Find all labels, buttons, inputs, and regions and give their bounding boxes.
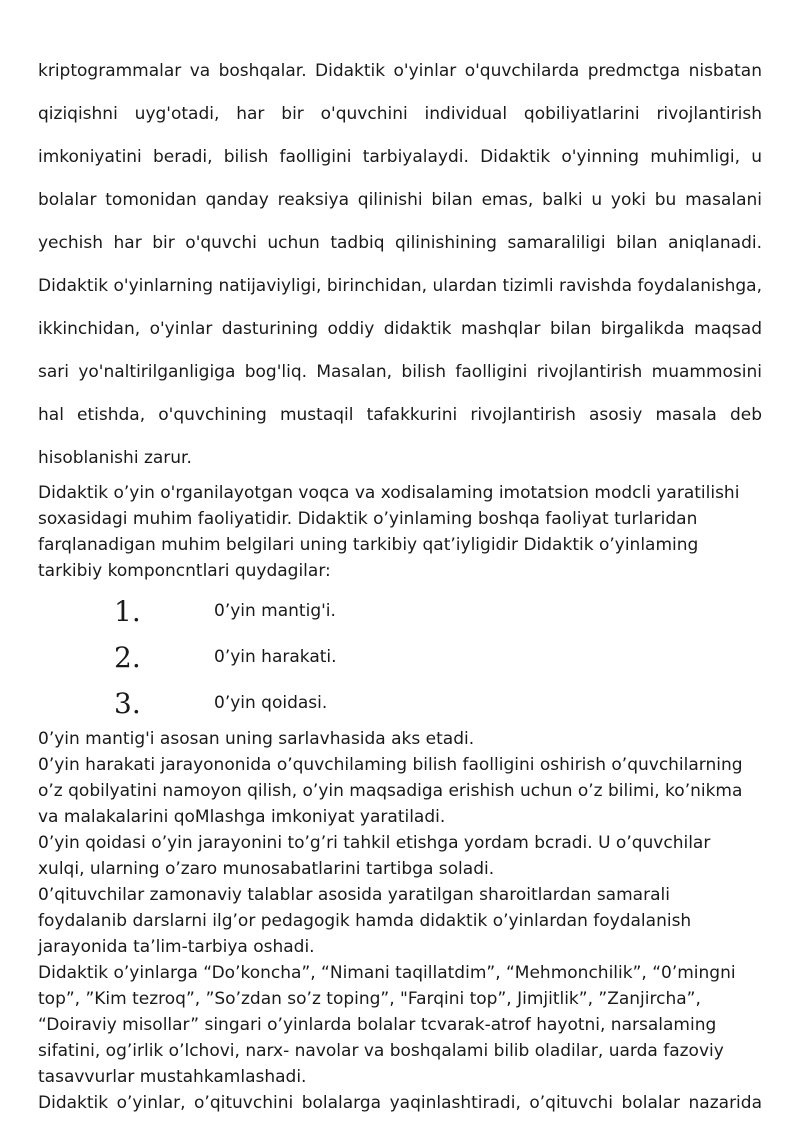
list-item (38, 588, 762, 634)
document-page (38, 50, 762, 1116)
paragraph-didactic-games-intro: kriptogrammalar va boshqalar. Didaktik o'yinlar o'quvchilarda predmctga nisbatan qiziqishni uyg'otadi, har bir o'quvchini individual qobiliyatlarini rivojlantirish imkoniyatini beradi, bilish faolligini tarbiyalaydi. Didaktik o'yinning muhimligi, u bolalar tomonidan qanday reaksiya qilinishi bilan emas, balki u yoki bu masalani yechish har bir o'quvchi uchun tadbiq qilinishining samaraliligi bilan aniqlanadi. Didaktik o'yinlarning natijaviyligi, birinchidan, ulardan tizimli ravishda foydalanishga, ikkinchidan, o'yinlar dasturining oddiy didaktik mashqlar bilan birgalikda maqsad sari yo'naltirilganligiga bog'liq. Masalan, bilish faolligini rivojlantirish muammosini hal etishda, o'quvchining mustaqil tafakkurini rivojlantirish asosiy masala deb hisoblanishi zarur. (38, 61, 762, 468)
list-item (38, 680, 762, 726)
components-list (38, 588, 762, 726)
paragraph-game-examples: Didaktik o’yinlarga “Do’koncha”, “Nimani taqillatdim”, “Mehmonchilik”, “0’mingni top”, ”Kim tezroq”, ”So’zdan so’z toping”, "Farqini top”, Jimjitlik”, ”Zanjircha”, “Doiraviy misollar” singari o’yinlarda bolalar tcvarak-atrof hayotni, narsalaming sifatini, og’irlik o’lchovi, narx- navolar va boshqalami bilib oladilar, uarda fazoviy tasavvurlar mustahkamlashadi. (38, 963, 736, 1087)
paragraph-didactic-game-definition: Didaktik o’yin o'rganilayotgan voqca va xodisalaming imotatsion modcli yaratilishi soxasidagi muhim faoliyatidir. Didaktik o’yinlaming boshqa faoliyat turlaridan farqlanadigan muhim belgilari uning tarkibiy qat’iyligidir Didaktik o’yinlaming tarkibiy komponcntlari quydagilar: (38, 483, 740, 581)
list-item (38, 634, 762, 680)
paragraph-game-action: 0’yin harakati jarayononida o’quvchilaming bilish faolligini oshirish o’quvchilarning o’z qobilyatini namoyon qilish, o’yin maqsadiga erishish uchun o’z bilimi, ko’nikma va malakalarini qoMlashga imkoniyat yaratiladi. (38, 755, 743, 827)
list-number: 3. (114, 686, 141, 720)
list-number: 2. (114, 640, 141, 674)
paragraph-game-logic: 0’yin mantig'i asosan uning sarlavhasida aks etadi. (38, 729, 475, 749)
list-item-text: 0’yin harakati. (214, 647, 337, 667)
paragraph-game-rules: 0’yin qoidasi o’yin jarayonini to’g’ri tahkil etishga yordam bcradi. U o’quvchilar xulqi, ularning o’zaro munosabatlarini tartibga soladi. (38, 833, 711, 879)
paragraph-closing: Didaktik o’yinlar, o’qituvchini bolalarga yaqinlashtiradi, o’qituvchi bolalar nazarida (38, 1093, 762, 1113)
list-item-text: 0’yin qoidasi. (214, 693, 328, 713)
list-item-text: 0’yin mantig'i. (214, 601, 336, 621)
list-number: 1. (114, 594, 141, 628)
paragraph-teachers: 0’qituvchilar zamonaviy talablar asosida yaratilgan sharoitlardan samarali foydalanib darslarni ilg’or pedagogik hamda didaktik o’yinlardan foydalanish jarayonida ta’lim-tarbiya oshadi. (38, 885, 692, 957)
